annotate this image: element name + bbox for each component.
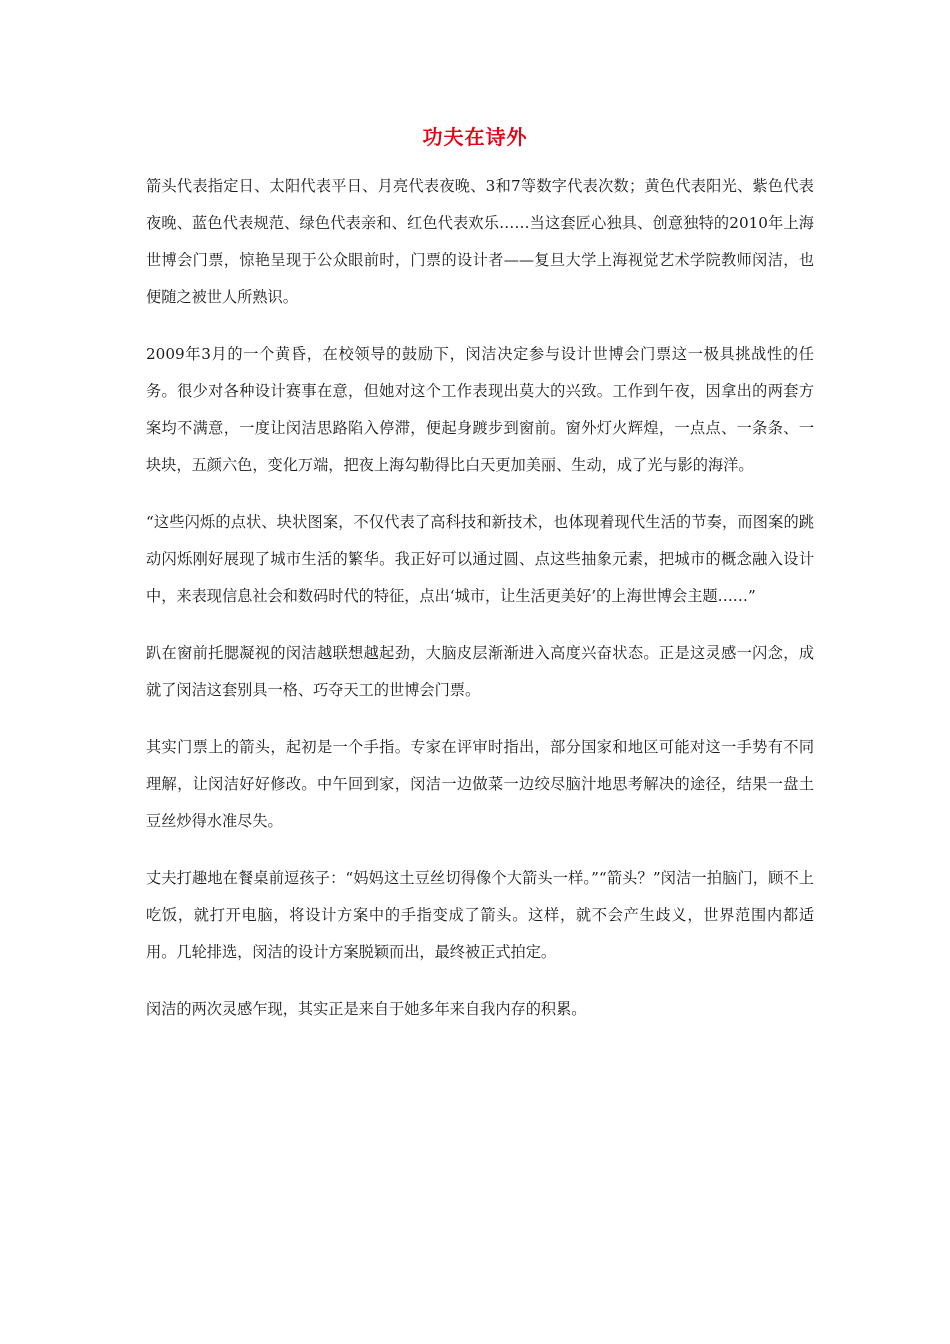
paragraph-2: 2009年3月的一个黄昏，在校领导的鼓励下，闵洁决定参与设计世博会门票这一极具挑战性的任务。很少对各种设计赛事在意，但她对这个工作表现出莫大的兴致。工作到午夜，因拿出的两套方案均不满意，一度让闵洁思路陷入停滞，便起身踱步到窗前。窗外灯火辉煌，一点点、一条条、一块块，五颜六色，变化万端，把夜上海勾勒得比白天更加美丽、生动，成了光与影的海洋。 <box>146 345 814 474</box>
article-title: 功夫在诗外 <box>422 125 528 149</box>
paragraph-3: “这些闪烁的点状、块状图案，不仅代表了高科技和新技术，也体现着现代生活的节奏，而图案的跳动闪烁刚好展现了城市生活的繁华。我正好可以通过圆、点这些抽象元素，把城市的概念融入设计中，来表现信息社会和数码时代的特征，点出‘城市，让生活更美好’的上海世博会主题……” <box>146 513 814 605</box>
paragraph-6: 丈夫打趣地在餐桌前逗孩子：“妈妈这土豆丝切得像个大箭头一样。”“箭头？”闵洁一拍脑门，顾不上吃饭，就打开电脑，将设计方案中的手指变成了箭头。这样，就不会产生歧义，世界范围内都适用。几轮排选，闵洁的设计方案脱颖而出，最终被正式拍定。 <box>146 869 814 961</box>
paragraph-5: 其实门票上的箭头，起初是一个手指。专家在评审时指出，部分国家和地区可能对这一手势有不同理解，让闵洁好好修改。中午回到家，闵洁一边做菜一边绞尽脑汁地思考解决的途径，结果一盘土豆丝炒得水准尽失。 <box>146 738 814 830</box>
paragraph-1: 箭头代表指定日、太阳代表平日、月亮代表夜晚、3和7等数字代表次数；黄色代表阳光、紫色代表夜晚、蓝色代表规范、绿色代表亲和、红色代表欢乐……当这套匠心独具、创意独特的2010年上海世博会门票，惊艳呈现于公众眼前时，门票的设计者——复旦大学上海视觉艺术学院教师闵洁，也便随之被世人所熟识。 <box>146 177 814 306</box>
paragraph-4: 趴在窗前托腮凝视的闵洁越联想越起劲，大脑皮层渐渐进入高度兴奋状态。正是这灵感一闪念，成就了闵洁这套别具一格、巧夺天工的世博会门票。 <box>146 644 814 699</box>
article-body <box>146 168 814 1048</box>
paragraph-7: 闵洁的两次灵感乍现，其实正是来自于她多年来自我内存的积累。 <box>146 1000 587 1018</box>
